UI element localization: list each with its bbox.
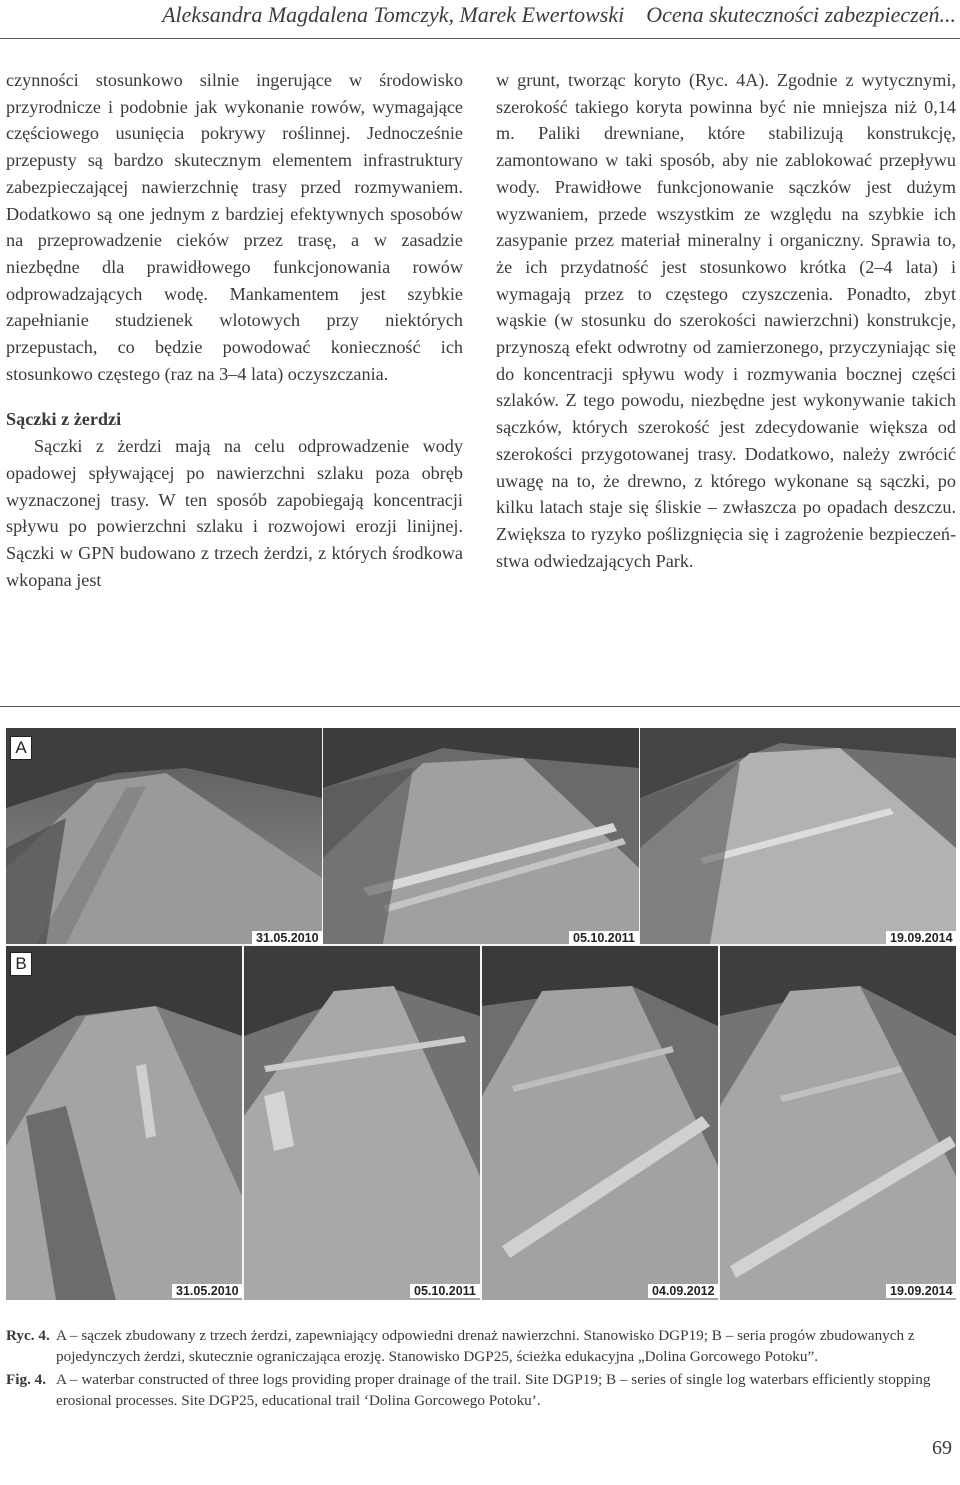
figure-4-photos (6, 728, 956, 1300)
caption-english-text: A – waterbar constructed of three logs providing proper drainage of the trail. Site DGP19; B – series of single log waterbars efficiently stopping erosional processes. Site DGP25, educational trail ‘Dolina Gorcowego Potoku’. (56, 1371, 931, 1409)
left-paragraph-1: czynności stosunkowo silnie ingerujące w środowisko przyrodnicze i podobnie jak wykonanie rowów, wymagające częściowego usunięcia pokrywy roślinnej. Jednocześnie przepusty są bardzo skutecznym elementem infrastruktury zabezpieczającej nawierzchnię trasy przed rozmywaniem. Dodatkowo są one jednym z bardziej efektywnych sposobów na przeprowadzenie cieków przez trasę, a w zasadzie niezbędne dla prawidłowego funkcjonowania rowów odprowadzających wodę. Mankamentem jest szybkie zapełnianie studzienek wlotowych przy niektórych przepustach, co będzie powodować konieczność ich stosunkowo częstego (raz na 3–4 lata) oczyszczania. (6, 70, 463, 384)
header-authors: Aleksandra Magdalena Tomczyk, Marek Ewertowski (162, 2, 625, 27)
header-title: Ocena skuteczności zabezpieczeń... (646, 2, 956, 27)
photo-b-1 (6, 946, 242, 1300)
caption-polish-label: Ryc. 4. (6, 1327, 50, 1344)
caption-polish (6, 1326, 956, 1367)
panel-label-b: B (10, 952, 32, 976)
panel-label-a: A (10, 736, 32, 760)
page-number: 69 (932, 1437, 952, 1459)
photo-b-4 (720, 946, 956, 1300)
section-heading: Sączki z żerdzi (6, 409, 122, 430)
date-a-3: 19.09.2014 (886, 931, 957, 945)
right-paragraph-1: w grunt, tworząc koryto (Ryc. 4A). Zgodnie z wytycznymi, szerokość takiego koryta powinna być nie mniejsza niż 0,14 m. Paliki drewniane, które stabilizują konstrukcję, zamontowano w taki sposób, aby nie zablokować przepływu wody. Prawidłowe funkcjonowanie sączków jest dużym wyzwaniem, przede wszystkim ze względu na szybkie ich zasypanie przez materiał mineralny i organiczny. Sprawia to, że ich przydatność jest stosunkowo krótka (2–4 lata) i wymagają przez to częstego czyszczenia. Ponadto, zbyt wąskie (w stosunku do szerokości nawierzchni) konstrukcje, przynoszą efekt odwrotny od zamierzonego, przyczyniając się do koncentracji spływu wody i rozmywania bocznej części szlaków. Z tego powodu, niezbędne jest wykonywanie takich sączków, których szerokość jest zdecydowanie większa od szerokości przygotowanej trasy. Dodatkowo, należy zwrócić uwagę na to, że drewno, z którego wykonane są sączki, po kilku latach staje się śliskie – zwłaszcza po opadach deszczu. Zwiększa to ryzyko poślizgnięcia się i zagrożenie bezpieczeństwa odwiedzających Park. (496, 70, 956, 571)
running-header-text (162, 2, 956, 28)
running-header (0, 0, 960, 40)
caption-english (6, 1370, 956, 1411)
figure-rule (0, 706, 960, 707)
photo-b-3 (482, 946, 718, 1300)
date-a-1: 31.05.2010 (252, 931, 323, 945)
left-column (6, 67, 463, 593)
right-column (496, 67, 956, 574)
header-rule (0, 38, 960, 39)
date-b-3: 04.09.2012 (648, 1284, 719, 1298)
date-a-2: 05.10.2011 (569, 931, 639, 945)
left-paragraph-2: Sączki z żerdzi mają na celu odprowadzenie wody opadowej spływającej po nawierzchni szlaku poza obręb wyznaczonej trasy. W ten sposób zapobiegają koncentracji spływu po powierzchni szlaku i rozwojowi erozji linijnej. Sączki w GPN budowano z trzech żerdzi, z których środkowa wkopana jest (6, 436, 463, 590)
caption-polish-text: A – sączek zbudowany z trzech żerdzi, zapewniający odpowiedni drenaż nawierzchni. Stanowisko DGP19; B – seria progów zbudowanych z pojedynczych żerdzi, skutecznie ograniczająca erozję. Stanowisko DGP25, ścieżka edukacyjna „Dolina Gorcowego Potoku”. (56, 1327, 915, 1365)
photo-a-3 (640, 728, 956, 944)
photo-a-2 (323, 728, 639, 944)
date-b-2: 05.10.2011 (410, 1284, 480, 1298)
date-b-1: 31.05.2010 (172, 1284, 243, 1298)
photo-a-1 (6, 728, 322, 944)
caption-english-label: Fig. 4. (6, 1371, 47, 1388)
photo-b-2 (244, 946, 480, 1300)
figure-captions (6, 1326, 956, 1414)
date-b-4: 19.09.2014 (886, 1284, 957, 1298)
